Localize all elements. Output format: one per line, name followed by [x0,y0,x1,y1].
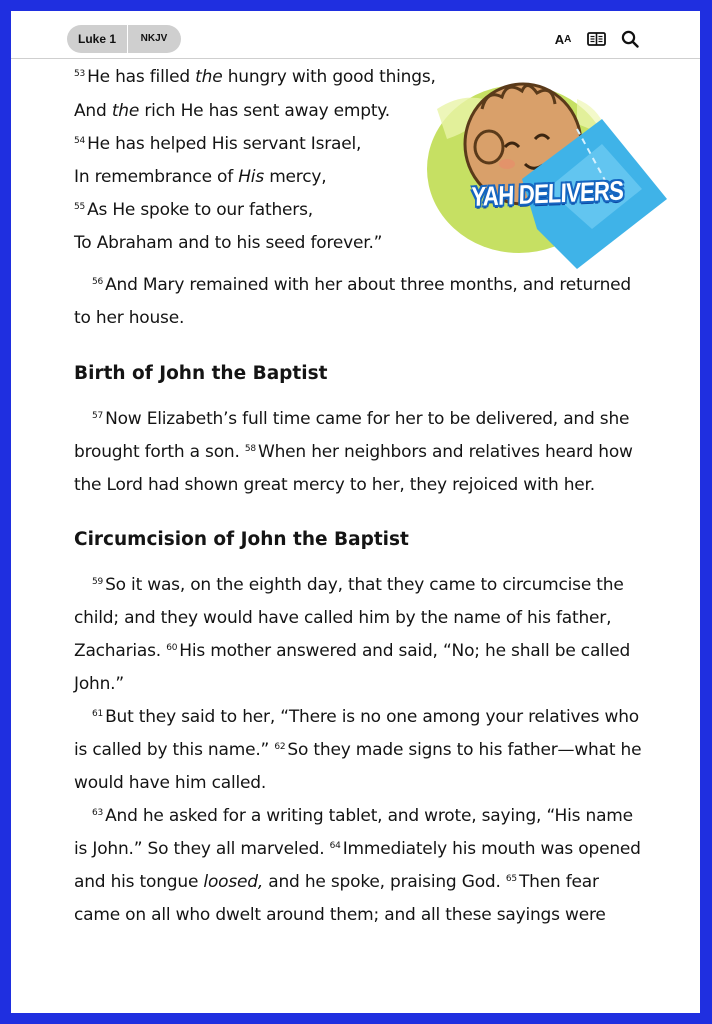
verse-line: came on all who dwelt around them; and all these sayings were [74,905,606,925]
version-button[interactable]: NKJV [140,33,168,44]
section-heading: Circumcision of John the Baptist [74,529,409,550]
text-size-icon[interactable]: A A [554,31,572,47]
search-icon[interactable] [619,27,641,51]
book-chapter-button[interactable]: Luke 1 [67,25,128,53]
section-heading: Birth of John the Baptist [74,363,328,384]
verse-line: is John.” So they all marveled. $^{64}$ Immediately his mouth was opened [74,839,641,859]
verse-line: and his tongue loosed, and he spoke, praising God. $^{65}$ Then fear [74,872,599,892]
passage-selector[interactable] [67,25,181,53]
verse-line: To Abraham and to his seed forever.” [74,233,383,253]
book-icon[interactable] [585,27,607,51]
verse-line: Zacharias. $^{60}$ His mother answered and said, “No; he shall be called [74,641,631,661]
verse-line: would have him called. [74,773,267,793]
verse-line: $^{56}$ And Mary remained with her about three months, and returned [92,275,631,295]
reader-page [11,11,700,1013]
verse-line: is called by this name.” $^{62}$ So they made signs to his father—what he [74,740,642,760]
verse-line: $^{57}$ Now Elizabeth’s full time came for her to be delivered, and she [92,409,630,429]
verse-line: $^{61}$ But they said to her, “There is no one among your relatives who [92,707,639,727]
verse-line: child; and they would have called him by the name of his father, [74,608,612,628]
verse-line: $^{63}$ And he asked for a writing tablet, and wrote, saying, “His name [92,806,633,826]
verse-line: $^{55}$ As He spoke to our fathers, [74,200,313,220]
verse-line: brought forth a son. $^{58}$ When her neighbors and relatives heard how [74,442,633,462]
sticker-caption: YAH DELIVERS [470,175,624,212]
verse-line: $^{53}$ He has filled the hungry with good things, [74,67,436,87]
verse-line: the Lord had shown great mercy to her, they rejoiced with her. [74,475,595,495]
verse-line: And the rich He has sent away empty. [74,101,390,121]
verse-line: In remembrance of His mercy, [74,167,327,187]
reader-toolbar [11,11,700,59]
verse-line: $^{59}$ So it was, on the eighth day, that they came to circumcise the [92,575,624,595]
verse-line: $^{54}$ He has helped His servant Israel, [74,134,362,154]
baby-sticker-image [427,69,672,269]
verse-line: John.” [74,674,124,694]
verse-line: to her house. [74,308,185,328]
